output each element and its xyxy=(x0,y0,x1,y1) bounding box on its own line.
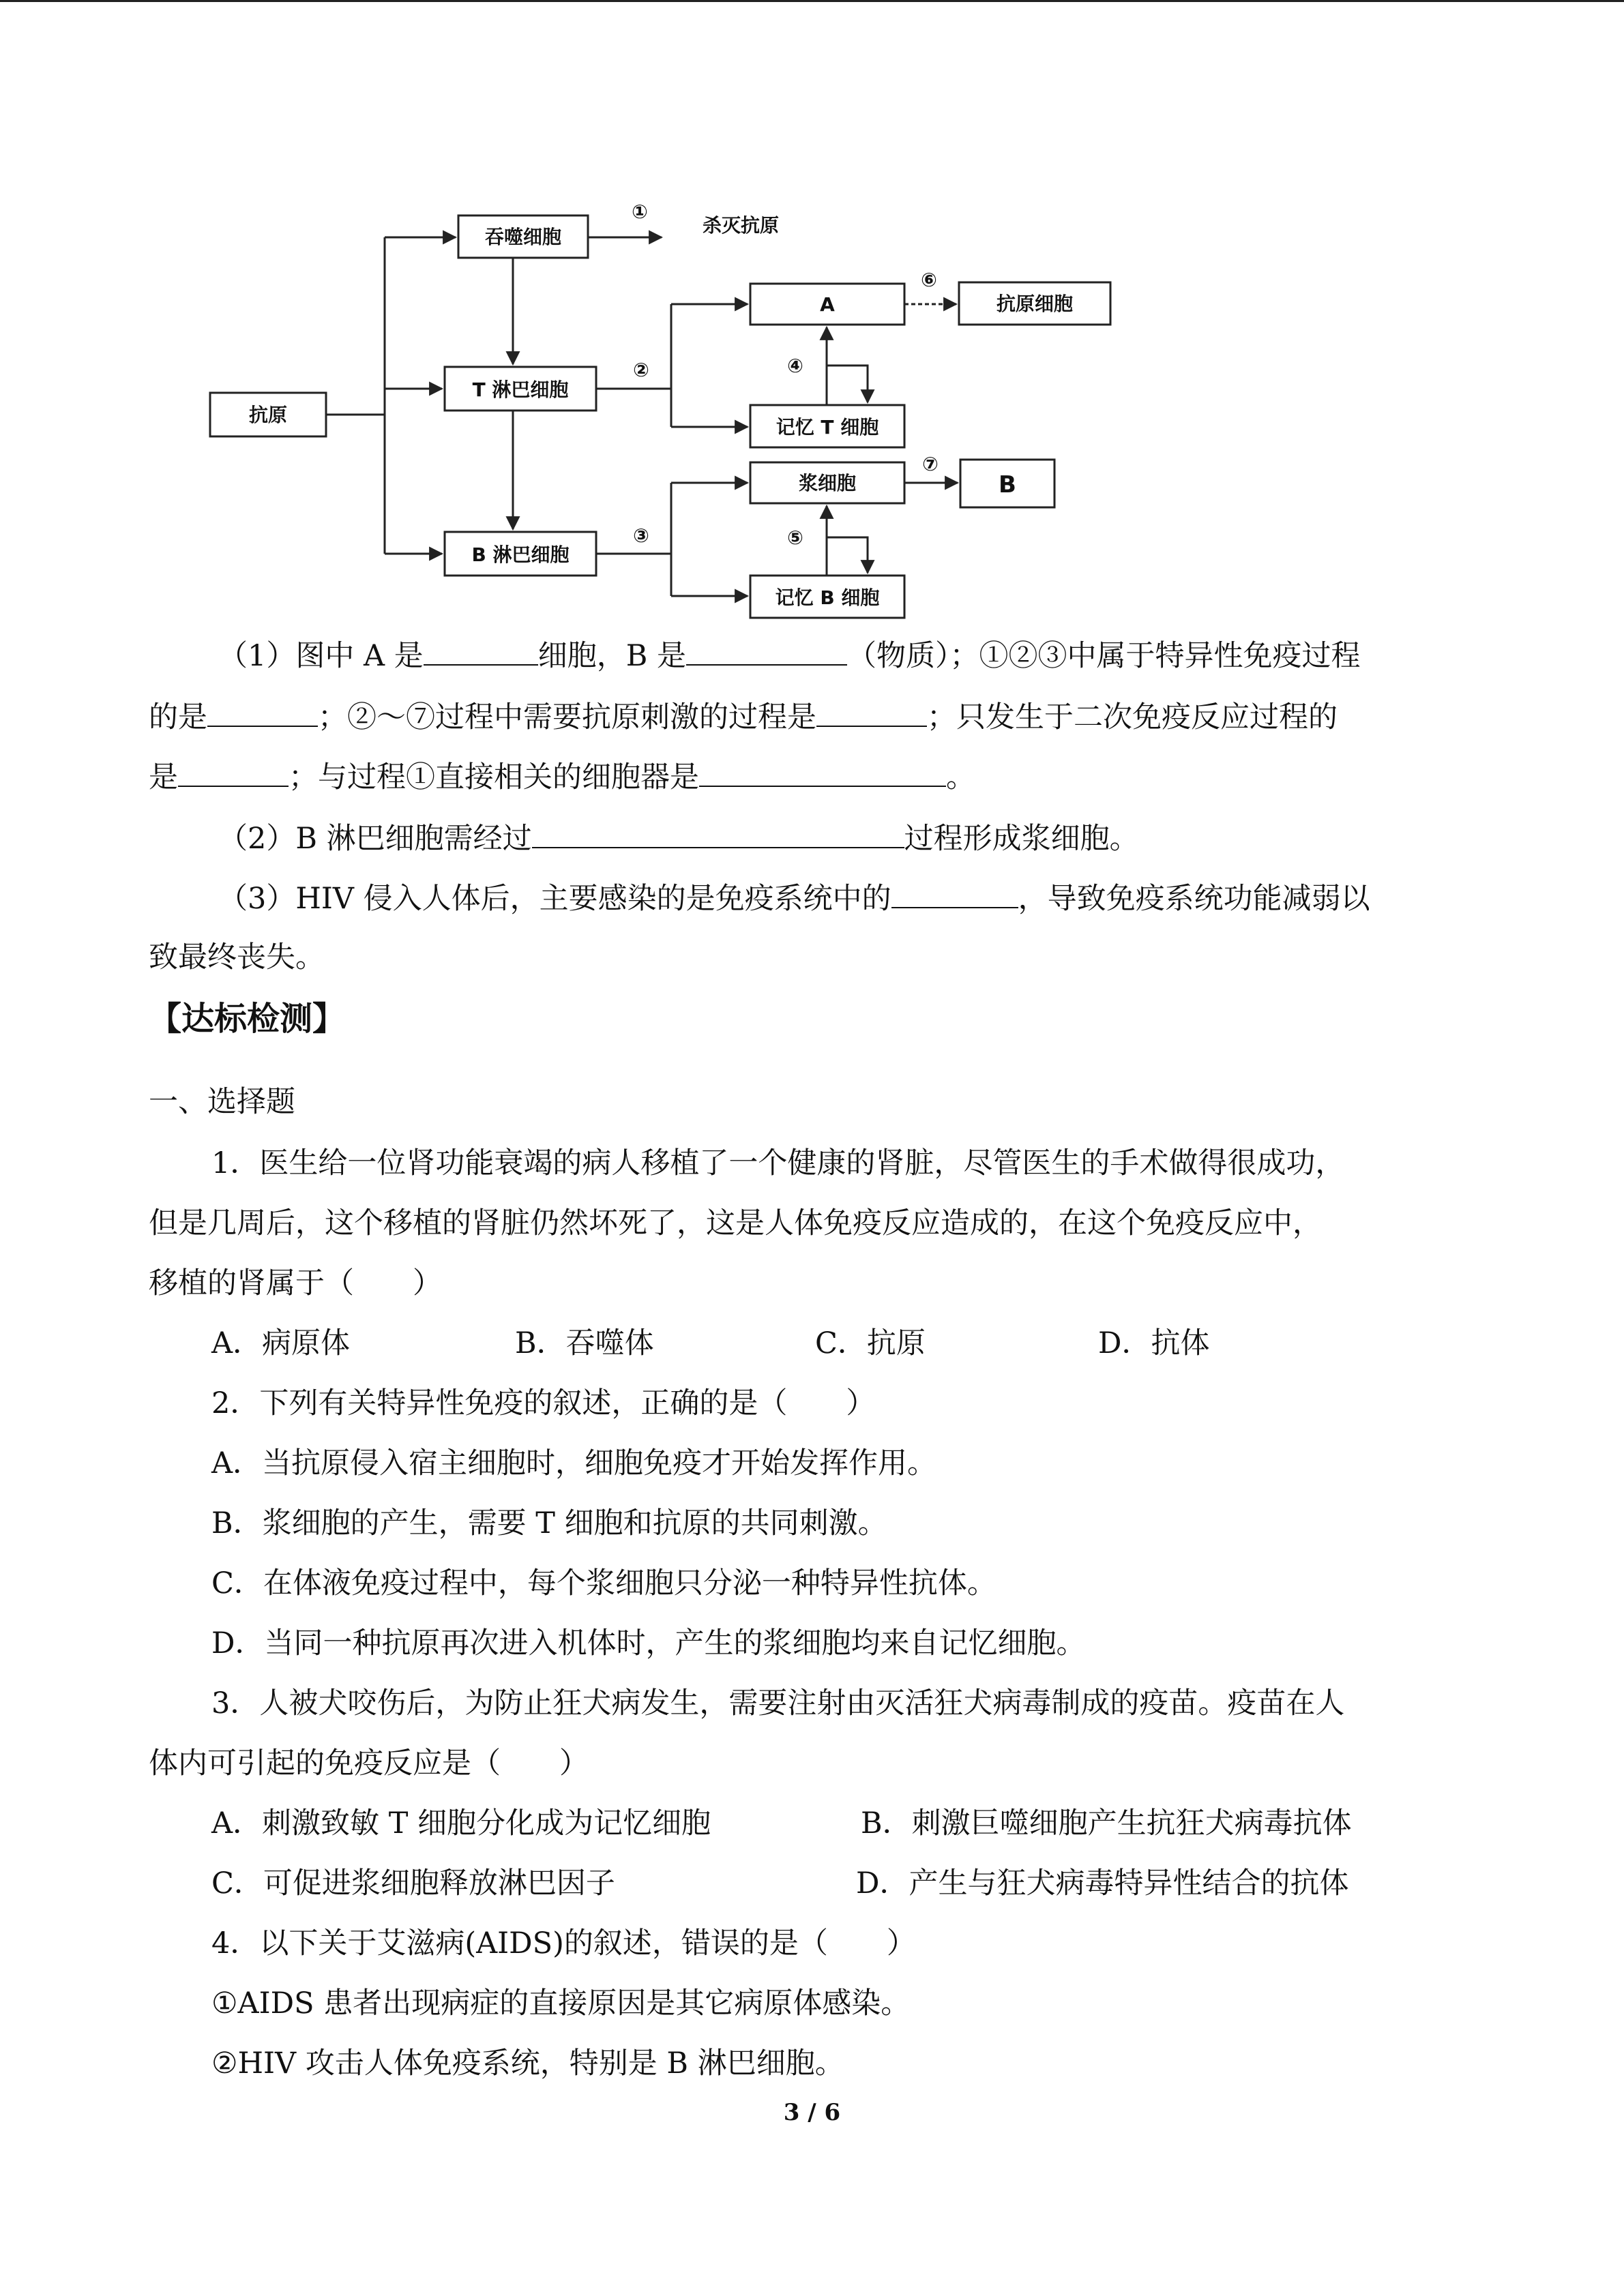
memory-t-self-loop xyxy=(827,366,868,402)
q3-line1: 3．人被犬咬伤后，为防止狂犬病发生，需要注射由灭活狂犬病毒制成的疫苗。疫苗在人 xyxy=(211,1686,1345,1720)
q-intro-part2: （2）B 淋巴细胞需经过 过程形成浆细胞。 xyxy=(218,817,1139,859)
memory-b-self-loop xyxy=(827,537,868,573)
q2-option-a[interactable]: A．当抗原侵入宿主细胞时，细胞免疫才开始发挥作用。 xyxy=(211,1446,937,1480)
q2-stem: 2．下列有关特异性免疫的叙述，正确的是（ ） xyxy=(211,1386,876,1420)
plasma-label: 浆细胞 xyxy=(798,472,857,494)
q1-option-a[interactable]: A．病原体 xyxy=(211,1326,351,1360)
blank-antigen-stimulated[interactable] xyxy=(816,696,927,727)
q3-option-a[interactable]: A．刺激致敏 T 细胞分化成为记忆细胞 xyxy=(211,1806,711,1840)
blank-specific-process[interactable] xyxy=(207,696,318,727)
q1-option-d[interactable]: D．抗体 xyxy=(1098,1326,1210,1360)
q1-option-b[interactable]: B．吞噬体 xyxy=(515,1326,654,1360)
memory-t-label: 记忆 T 细胞 xyxy=(776,416,879,438)
q3-line2: 体内可引起的免疫反应是（ ） xyxy=(149,1746,589,1780)
antigen-cell-label: 抗原细胞 xyxy=(996,293,1074,315)
blank-b[interactable] xyxy=(686,634,847,666)
top-border xyxy=(0,0,1624,2)
step-6-label: ⑥ xyxy=(921,269,937,291)
q2-option-b[interactable]: B．浆细胞的产生，需要 T 细胞和抗原的共同刺激。 xyxy=(211,1506,887,1540)
q3-option-b[interactable]: B．刺激巨噬细胞产生抗狂犬病毒抗体 xyxy=(861,1806,1352,1840)
step-7-label: ⑦ xyxy=(922,453,939,475)
t-cell-label: T 淋巴细胞 xyxy=(472,378,569,401)
q4-statement-1: ①AIDS 患者出现病症的直接原因是其它病原体感染。 xyxy=(211,1986,911,2021)
antigen-label: 抗原 xyxy=(248,404,288,426)
q4-statement-2: ②HIV 攻击人体免疫系统，特别是 B 淋巴细胞。 xyxy=(211,2046,844,2081)
b-label: B xyxy=(999,471,1016,498)
kill-antigen-label: 杀灭抗原 xyxy=(703,214,780,237)
step-3-label: ③ xyxy=(633,524,649,547)
phagocyte-label: 吞噬细胞 xyxy=(484,226,562,248)
q1-option-c[interactable]: C．抗原 xyxy=(815,1326,926,1360)
blank-secondary-response[interactable] xyxy=(178,756,289,787)
step-5-label: ⑤ xyxy=(787,526,803,549)
q2-option-d[interactable]: D．当同一种抗原再次进入机体时，产生的浆细胞均来自记忆细胞。 xyxy=(211,1626,1086,1660)
q2-option-c[interactable]: C．在体液免疫过程中，每个浆细胞只分泌一种特异性抗体。 xyxy=(211,1566,996,1600)
blank-organelle[interactable] xyxy=(699,756,946,787)
q-intro-part1-line2: 的是 ；②～⑦过程中需要抗原刺激的过程是 ；只发生于二次免疫反应过程的 xyxy=(149,696,1338,738)
immune-flow-diagram xyxy=(198,198,1139,621)
q-intro-part1-line1: （1）图中 A 是 细胞，B 是 （物质）；①②③中属于特异性免疫过程 xyxy=(218,634,1361,676)
q4-stem: 4．以下关于艾滋病(AIDS)的叙述，错误的是（ ） xyxy=(211,1926,916,1960)
step-4-label: ④ xyxy=(787,355,803,377)
q3-option-d[interactable]: D．产生与狂犬病毒特异性结合的抗体 xyxy=(856,1866,1349,1900)
q-intro-part3-line2: 致最终丧失。 xyxy=(149,940,325,974)
page-number: 3 / 6 xyxy=(783,2099,841,2126)
q-intro-part1-line3: 是 ；与过程①直接相关的细胞器是 。 xyxy=(149,756,975,798)
blank-a[interactable] xyxy=(424,634,538,666)
q3-option-c[interactable]: C．可促进浆细胞释放淋巴因子 xyxy=(211,1866,615,1900)
blank-hiv-target[interactable] xyxy=(891,877,1018,908)
q1-line2: 但是几周后，这个移植的肾脏仍然坏死了，这是人体免疫反应造成的，在这个免疫反应中， xyxy=(149,1206,1322,1240)
section-title: 【达标检测】 xyxy=(149,1000,346,1038)
section-subtitle: 一、选择题 xyxy=(149,1085,295,1119)
memory-b-label: 记忆 B 细胞 xyxy=(775,586,880,609)
q1-line1: 1．医生给一位肾功能衰竭的病人移植了一个健康的肾脏，尽管医生的手术做得很成功， xyxy=(211,1146,1345,1180)
b-cell-label: B 淋巴细胞 xyxy=(471,543,570,566)
step-2-label: ② xyxy=(633,359,649,381)
blank-b-cell-process[interactable] xyxy=(532,817,904,848)
a-label: A xyxy=(820,293,835,316)
q-intro-part3-line1: （3）HIV 侵入人体后，主要感染的是免疫系统中的 ，导致免疫系统功能减弱以 xyxy=(218,877,1370,919)
step-1-label: ① xyxy=(632,200,648,223)
q1-line3: 移植的肾属于（ ） xyxy=(149,1266,442,1300)
